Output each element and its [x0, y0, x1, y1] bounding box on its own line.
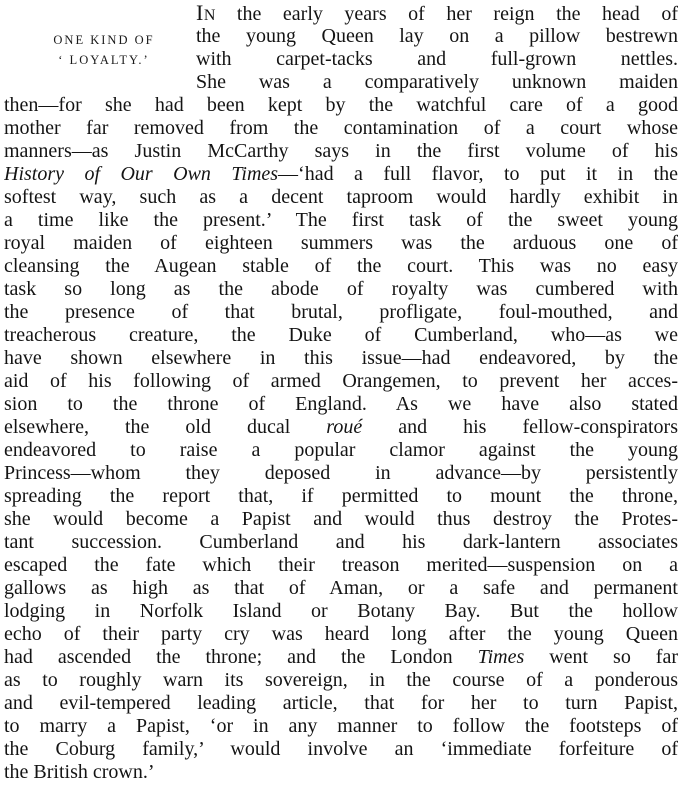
text-line: tant succession. Cumberland and his dark-lantern associates	[4, 531, 678, 553]
text-line: mother far removed from the contamination of a court whose	[4, 117, 678, 139]
text-line: the presence of that brutal, profligate, foul-mouthed, and	[4, 301, 678, 323]
text-line: gallows as high as that of Aman, or a safe and permanent	[4, 577, 678, 599]
italic-text: roué	[326, 416, 363, 438]
text-line: softest way, such as a decent taproom would hardly exhibit in	[4, 186, 678, 208]
text-line: with carpet-tacks and full-grown nettles.	[196, 48, 678, 70]
text-line: the British crown.’	[4, 761, 155, 783]
text-line: have shown elsewhere in this issue—had endeavored, by the	[4, 347, 678, 369]
side-heading-line-1: ONE KIND OF	[53, 33, 155, 47]
text-line: the Coburg family,’ would involve an ‘immediate forfeiture of	[4, 738, 678, 760]
text-line: sion to the throne of England. As we have also stated	[4, 393, 678, 415]
side-heading-line-2: ‘ LOYALTY.’	[58, 53, 150, 67]
text-line: task so long as the abode of royalty was cumbered with	[4, 278, 678, 300]
text-line: treacherous creature, the Duke of Cumberland, who—as we	[4, 324, 678, 346]
text-line: and evil-tempered leading article, that for her to turn Papist,	[4, 692, 678, 714]
text-line-content: the early years of her reign the head of	[215, 3, 678, 25]
text-line: as to roughly warn its sovereign, in the course of a ponderous	[4, 669, 678, 691]
text-line: royal maiden of eighteen summers was the arduous one of	[4, 232, 678, 254]
italic-text: Times	[477, 646, 525, 668]
text-line: She was a comparatively unknown maiden	[196, 71, 678, 93]
text-line: cleansing the Augean stable of the court. This was no easy	[4, 255, 678, 277]
text-line: to marry a Papist, ‘or in any manner to follow the footsteps of	[4, 715, 678, 737]
text-line: then—for she had been kept by the watchful care of a good	[4, 94, 678, 116]
text-line: manners—as Justin McCarthy says in the first volume of his	[4, 140, 678, 162]
text-line: spreading the report that, if permitted to mount the throne,	[4, 485, 678, 507]
initial-small-cap: N	[203, 7, 216, 24]
text-line: aid of his following of armed Orangemen, to prevent her acces-	[4, 370, 678, 392]
text-line	[196, 2, 678, 27]
text-line: lodging in Norfolk Island or Botany Bay. But the hollow	[4, 600, 678, 622]
text-line: elsewhere, the old ducal roué and his fellow-conspirators	[4, 416, 678, 438]
side-heading	[34, 30, 174, 70]
text-line: the young Queen lay on a pillow bestrewn	[196, 25, 678, 47]
text-line: she would become a Papist and would thus destroy the Protes-	[4, 508, 678, 530]
text-line: a time like the present.’ The first task of the sweet young	[4, 209, 678, 231]
text-line: Princess—whom they deposed in advance—by persistently	[4, 462, 678, 484]
text-line: echo of their party cry was heard long after the young Queen	[4, 623, 678, 645]
text-line: had ascended the throne; and the London Times went so far	[4, 646, 678, 668]
text-line: endeavored to raise a popular clamor against the young	[4, 439, 678, 461]
initial-letter: I	[196, 2, 204, 25]
text-line: History of Our Own Times—‘had a full flavor, to put it in the	[4, 163, 678, 185]
italic-text: History of Our Own Times	[4, 163, 279, 185]
text-line: escaped the fate which their treason merited—suspension on a	[4, 554, 678, 576]
